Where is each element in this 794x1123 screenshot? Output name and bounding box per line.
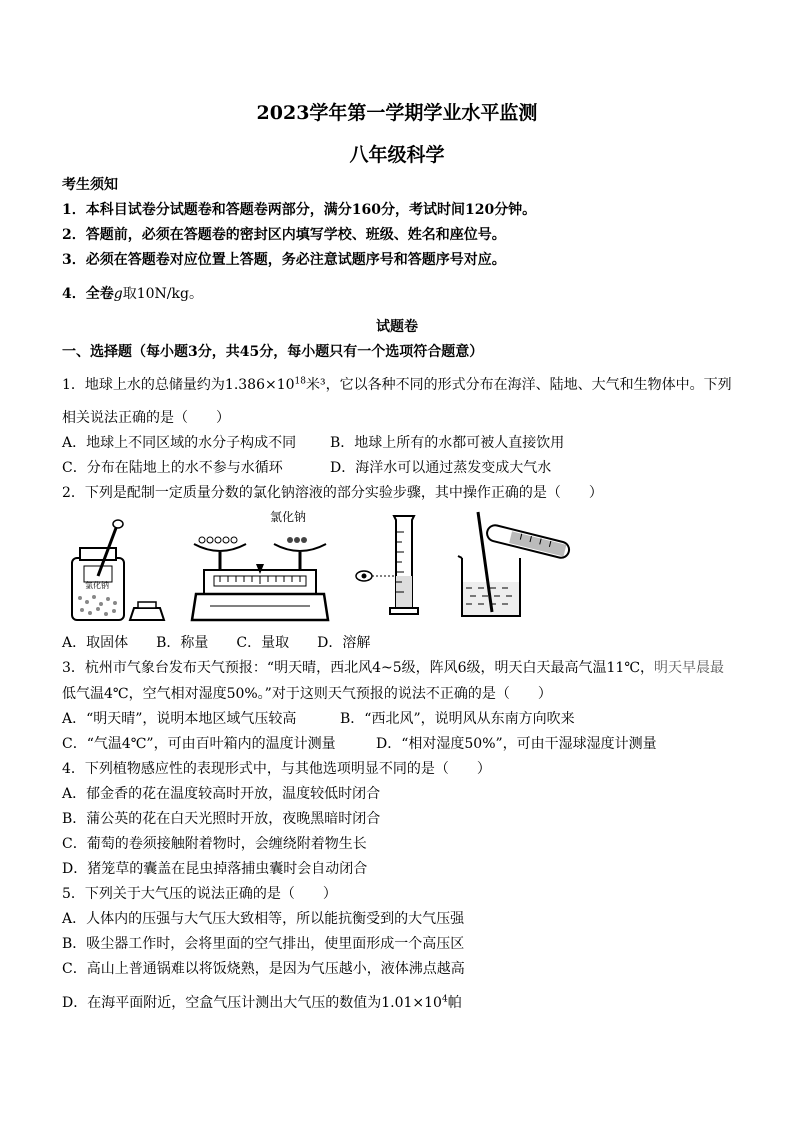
q3-option-c: C．“气温4℃”，可由百叶箱内的温度计测量 <box>62 736 336 752</box>
q5-option-d-a: D．在海平面附近，空盒气压计测出大气压的数值为1.01×10 <box>62 995 442 1011</box>
q4-option-d: D．猪笼草的囊盖在昆虫掉落捕虫囊时会自动闭合 <box>62 861 368 877</box>
q3-stem-line2: 低气温4℃，空气相对湿度50%。”对于这则天气预报的说法不正确的是（ ） <box>62 686 552 702</box>
notice-item-4-var: g <box>113 286 123 302</box>
q1-stem <box>62 374 732 394</box>
q1-option-c: C．分布在陆地上的水不参与水循环 <box>62 460 283 476</box>
q4-option-c: C．葡萄的卷须接触附着物时，会缠绕附着物生长 <box>62 836 367 852</box>
q2-figures <box>60 508 580 624</box>
q1-option-b: B．地球上所有的水都可被人直接饮用 <box>330 435 565 451</box>
exam-title: 2023学年第一学期学业水平监测 <box>256 102 538 124</box>
q3-option-d: D．“相对湿度50%”，可由干湿球湿度计测量 <box>376 736 657 752</box>
q1-stem-sup: 18 <box>294 376 306 387</box>
balance-label-sodium-chloride <box>268 508 318 526</box>
q1-option-a: A．地球上不同区域的水分子构成不同 <box>62 435 297 451</box>
q3-stem-gray: 明天早晨最 <box>654 660 724 676</box>
q2-stem: 2．下列是配制一定质量分数的氯化钠溶液的部分实验步骤，其中操作正确的是（ ） <box>62 485 603 501</box>
q4-option-a: A．郁金香的花在温度较高时开放，温度较低时闭合 <box>62 786 381 802</box>
q1-stem-a: 1．地球上水的总储量约为1.386×10 <box>62 377 295 393</box>
section-label: 试题卷 <box>376 319 418 335</box>
notice-item-1: 1．本科目试卷分试题卷和答题卷两部分，满分160分，考试时间120分钟。 <box>62 202 537 218</box>
q5-option-d-sup: 4 <box>441 994 448 1005</box>
q4-stem: 4．下列植物感应性的表现形式中，与其他选项明显不同的是（ ） <box>62 761 491 777</box>
q5-option-a: A．人体内的压强与大气压大致相等，所以能抗衡受到的大气压强 <box>62 911 465 927</box>
q1-stem-b: 米³，它以各种不同的形式分布在海洋、陆地、大气和生物体中。下列 <box>305 377 732 393</box>
notice-heading: 考生须知 <box>62 177 118 193</box>
q1-option-d: D．海洋水可以通过蒸发变成大气水 <box>330 460 552 476</box>
figure-take-solid <box>60 518 170 624</box>
notice-item-4-suffix: 取10N/kg。 <box>122 286 203 302</box>
section-heading: 一、选择题（每小题3分，共45分，每小题只有一个选项符合题意） <box>62 344 484 360</box>
q5-stem: 5．下列关于大气压的说法正确的是（ ） <box>62 886 337 902</box>
jar-label-sodium-chloride <box>84 576 114 592</box>
notice-item-4-prefix: 4．全卷 <box>62 286 114 302</box>
notice-item-4 <box>62 283 203 303</box>
q5-option-d <box>62 992 462 1012</box>
q4-option-b: B．蒲公英的花在白天光照时开放，夜晚黑暗时闭合 <box>62 811 381 827</box>
q3-stem-a: 3．杭州市气象台发布天气预报：“明天晴，西北风4~5级，阵风6级，明天白天最高气温11℃， <box>62 660 654 676</box>
svg-text:氯化钠: 氯化钠 <box>85 581 109 590</box>
svg-text:氯化钠: 氯化钠 <box>270 510 307 524</box>
q3-option-b: B．“西北风”，说明风从东南方向吹来 <box>340 711 575 727</box>
exam-subtitle: 八年级科学 <box>349 144 445 166</box>
q3-stem <box>62 657 724 677</box>
notice-item-2: 2．答题前，必须在答题卷的密封区内填写学校、班级、姓名和座位号。 <box>62 227 506 243</box>
q5-option-b: B．吸尘器工作时，会将里面的空气排出，使里面形成一个高压区 <box>62 936 465 952</box>
figure-weighing <box>190 518 330 624</box>
notice-item-3: 3．必须在答题卷对应位置上答题，务必注意试题序号和答题序号对应。 <box>62 252 506 268</box>
q3-option-a: A．“明天晴”，说明本地区域气压较高 <box>62 711 297 727</box>
q2-options: A．取固体 B．称量 C．量取 D．溶解 <box>62 635 371 651</box>
q5-option-d-b: 帕 <box>447 995 462 1011</box>
figure-measure-volume <box>350 508 430 624</box>
q5-option-c: C．高山上普通锅难以将饭烧熟，是因为气压越小，液体沸点越高 <box>62 961 465 977</box>
figure-dissolve <box>450 508 580 624</box>
q1-stem-line2: 相关说法正确的是（ ） <box>62 410 230 426</box>
